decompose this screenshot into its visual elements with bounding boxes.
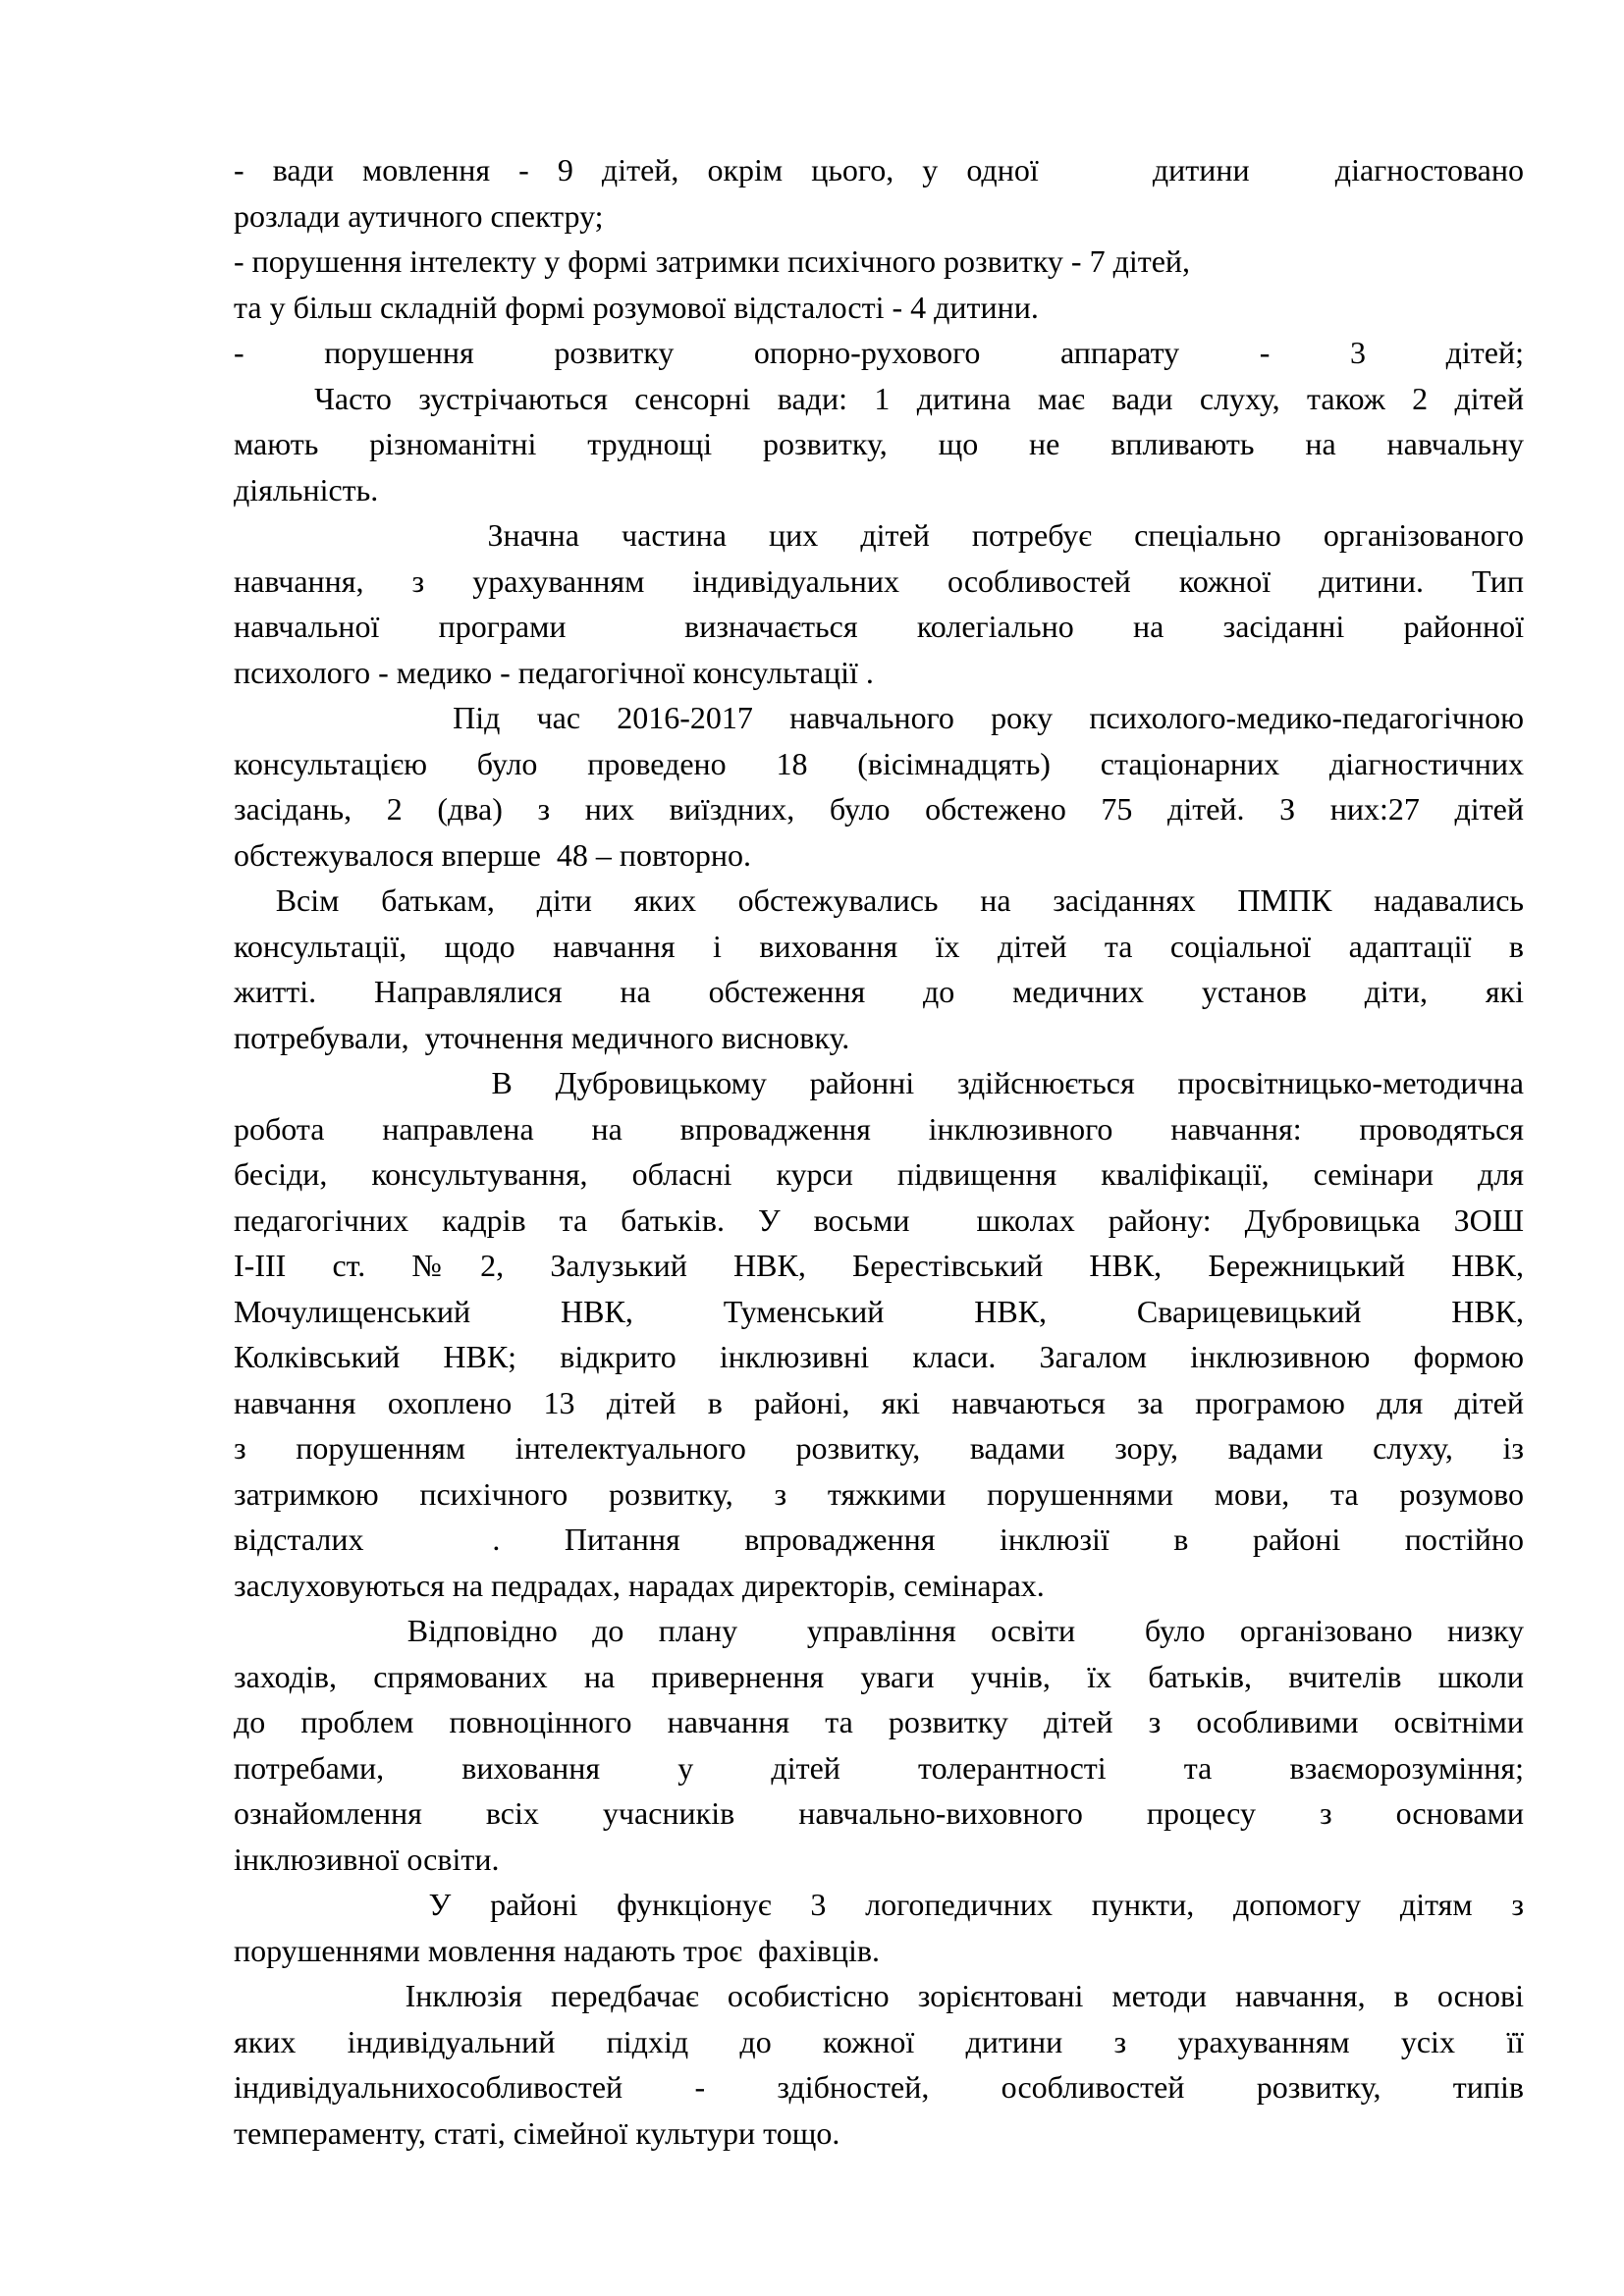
text-line: У районі функціонує 3 логопедичних пункти, допомогу дітям з (234, 1887, 1524, 1922)
text-line: навчання охоплено 13 дітей в районі, які навчаються за програмою для дітей (234, 1384, 1524, 1420)
text-line: темпераменту, статі, сімейної культури тощо. (234, 2114, 840, 2151)
text-line: педагогічних кадрів та батьків. У восьми школах району: Дубровицька ЗОШ (234, 1201, 1524, 1238)
text-line: засідань, 2 (два) з них виїздних, було обстежено 75 дітей. З них:27 дітей (234, 791, 1524, 827)
text-line: Відповідно до плану управління освіти було організовано низку (234, 1613, 1524, 1648)
text-line: діяльність. (234, 471, 379, 507)
text-line: психолого - медико - педагогічної консультації . (234, 654, 874, 690)
text-line: Мочулищенський НВК, Туменський НВК, Сварицевицький НВК, (234, 1293, 1524, 1329)
text-line: відсталих . Питання впровадження інклюзії в районі постійно (234, 1522, 1524, 1557)
text-line: яких індивідуальний підхід до кожної дитини з урахуванням усіх її (234, 2023, 1524, 2059)
text-line: бесіди, консультування, обласні курси підвищення кваліфікації, семінари для (234, 1156, 1524, 1192)
text-line: потребами, виховання у дітей толерантності та взаєморозуміння; (234, 1749, 1524, 1786)
text-line: заходів, спрямованих на привернення уваги учнів, їх батьків, вчителів школи (234, 1658, 1524, 1694)
text-line: інклюзивної освіти. (234, 1841, 500, 1877)
text-line: - порушення інтелекту у формі затримки психічного розвитку - 7 дітей, (234, 243, 1191, 279)
text-line: Інклюзія передбачає особистісно зорієнтовані методи навчання, в основі (234, 1978, 1524, 2013)
text-line: затримкою психічного розвитку, з тяжкими порушеннями мови, та розумово (234, 1475, 1524, 1512)
text-line: житті. Направлялися на обстеження до медичних установ діти, які (234, 974, 1524, 1009)
text-line: Колківський НВК; відкрито інклюзивні класи. Загалом інклюзивною формою (234, 1339, 1524, 1374)
text-line: Часто зустрічаються сенсорні вади: 1 дитина має вади слуху, також 2 дітей (234, 380, 1524, 416)
text-line: потребували, уточнення медичного висновку. (234, 1019, 850, 1055)
text-line: заслуховуються на педрадах, нарадах директорів, семінарах. (234, 1567, 1045, 1603)
text-line: навчання, з урахуванням індивідуальних особливостей кожної дитини. Тип (234, 562, 1524, 599)
text-line: порушеннями мовлення надають троє фахівців. (234, 1932, 881, 1968)
text-line: ознайомлення всіх учасників навчально-виховного процесу з основами (234, 1795, 1524, 1831)
text-line: та у більш складній формі розумової відсталості - 4 дитини. (234, 289, 1039, 325)
text-line: Всім батькам, діти яких обстежувались на засіданнях ПМПК надавались (234, 882, 1524, 918)
text-line: навчальної програми визначається колегіально на засіданні районної (234, 609, 1524, 644)
text-line: В Дубровицькому районні здійснюється просвітницько-методична (234, 1065, 1524, 1100)
text-line: робота направлена на впровадження інклюзивного навчання: проводяться (234, 1110, 1524, 1147)
text-line: розлади аутичного спектру; (234, 197, 604, 234)
text-line: мають різноманітні труднощі розвитку, що не впливають на навчальну (234, 426, 1524, 461)
text-line: з порушенням інтелектуального розвитку, вадами зору, вадами слуху, із (234, 1430, 1524, 1466)
text-line: Значна частина цих дітей потребує спеціально організованого (234, 517, 1524, 553)
text-line: Під час 2016-2017 навчального року психолого-медико-педагогічною (234, 700, 1524, 735)
document-body (234, 147, 1524, 2156)
text-line: індивідуальнихособливостей - здібностей, особливостей розвитку, типів (234, 2069, 1524, 2105)
text-line: - вади мовлення - 9 дітей, окрім цього, у одної дитини діагностовано (234, 152, 1524, 187)
text-line: консультації, щодо навчання і виховання їх дітей та соціальної адаптації в (234, 928, 1524, 964)
text-line: консультацією було проведено 18 (вісімнадцять) стаціонарних діагностичних (234, 745, 1524, 781)
text-line: до проблем повноцінного навчання та розвитку дітей з особливими освітніми (234, 1704, 1524, 1739)
text-line: - порушення розвитку опорно-рухового аппарату - 3 дітей; (234, 335, 1524, 370)
text-line: І-ІІІ ст. №2, Залузький НВК, Берестівський НВК, Бережницький НВК, (234, 1248, 1524, 1283)
text-line: обстежувалося вперше 48 – повторно. (234, 836, 752, 873)
